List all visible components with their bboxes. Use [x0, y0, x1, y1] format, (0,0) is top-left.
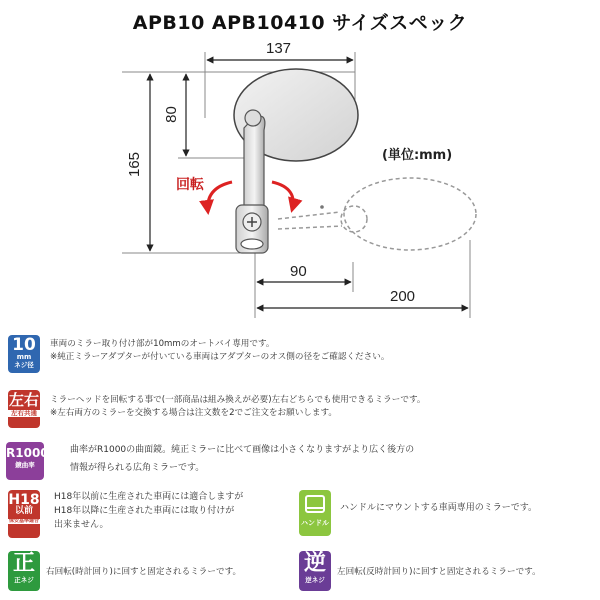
h18-badge: H18 以前 保安基準適合 [8, 490, 40, 538]
r1000-description: 曲率がR1000の曲面鏡。純正ミラーに比べて画像は小さくなりますがより広く後方の 情報が得られる広角ミラーです。 [70, 445, 415, 474]
rotated-mirror-outline [278, 178, 476, 250]
arm-pivot [245, 110, 261, 126]
reverse-thread-description: 左回転(反時計回り)に回すと固定されるミラーです。 [337, 567, 541, 577]
dim-80-label: 80 [162, 106, 180, 123]
unit-label: (単位:mm) [382, 148, 453, 163]
reverse-thread-badge: 逆 逆ネジ [299, 551, 331, 591]
left-right-description: ミラーヘッドを回転する事で(一部商品は組み換えが必要)左右どちらでも使用できるミラーです。 ※左右両方のミラーを交換する場合は注文数を2でご注文をお願いします。 [50, 395, 426, 419]
dim-165-label: 165 [126, 151, 144, 178]
dim-137-label: 137 [266, 40, 292, 57]
dim-90-label: 90 [290, 263, 307, 280]
dim-200-label: 200 [390, 288, 416, 305]
thread-size-badge: 10 mm ネジ径 [8, 335, 40, 373]
handle-badge: ハンドル [299, 490, 331, 536]
mount-hole [241, 239, 263, 249]
forward-thread-badge: 正 正ネジ [8, 551, 40, 591]
r1000-badge: R1000 鏡曲率 [6, 442, 44, 480]
forward-thread-description: 右回転(時計回り)に回すと固定されるミラーです。 [46, 567, 242, 577]
rotation-arrow-left [208, 182, 232, 212]
page-title: APB10 APB10410 サイズスペック [132, 12, 468, 34]
handlebar-icon [299, 490, 331, 520]
h18-description: H18年以前に生産された車両には適合しますが H18年以降に生産された車両には取り付けが 出来ません。 [54, 492, 244, 530]
rotation-arrow-right [272, 182, 293, 210]
handle-description: ハンドルにマウントする車両専用のミラーです。 [340, 503, 538, 513]
thread-size-description: 車両のミラー取り付け部が10mmのオートバイ専用です。 ※純正ミラーアダプターが付いている車両はアダプターのオス側の径をご確認ください。 [50, 339, 390, 363]
left-right-badge: 左右 左右共通 [8, 390, 40, 428]
rotation-label: 回転 [176, 177, 204, 193]
mirror-arm [244, 116, 265, 208]
